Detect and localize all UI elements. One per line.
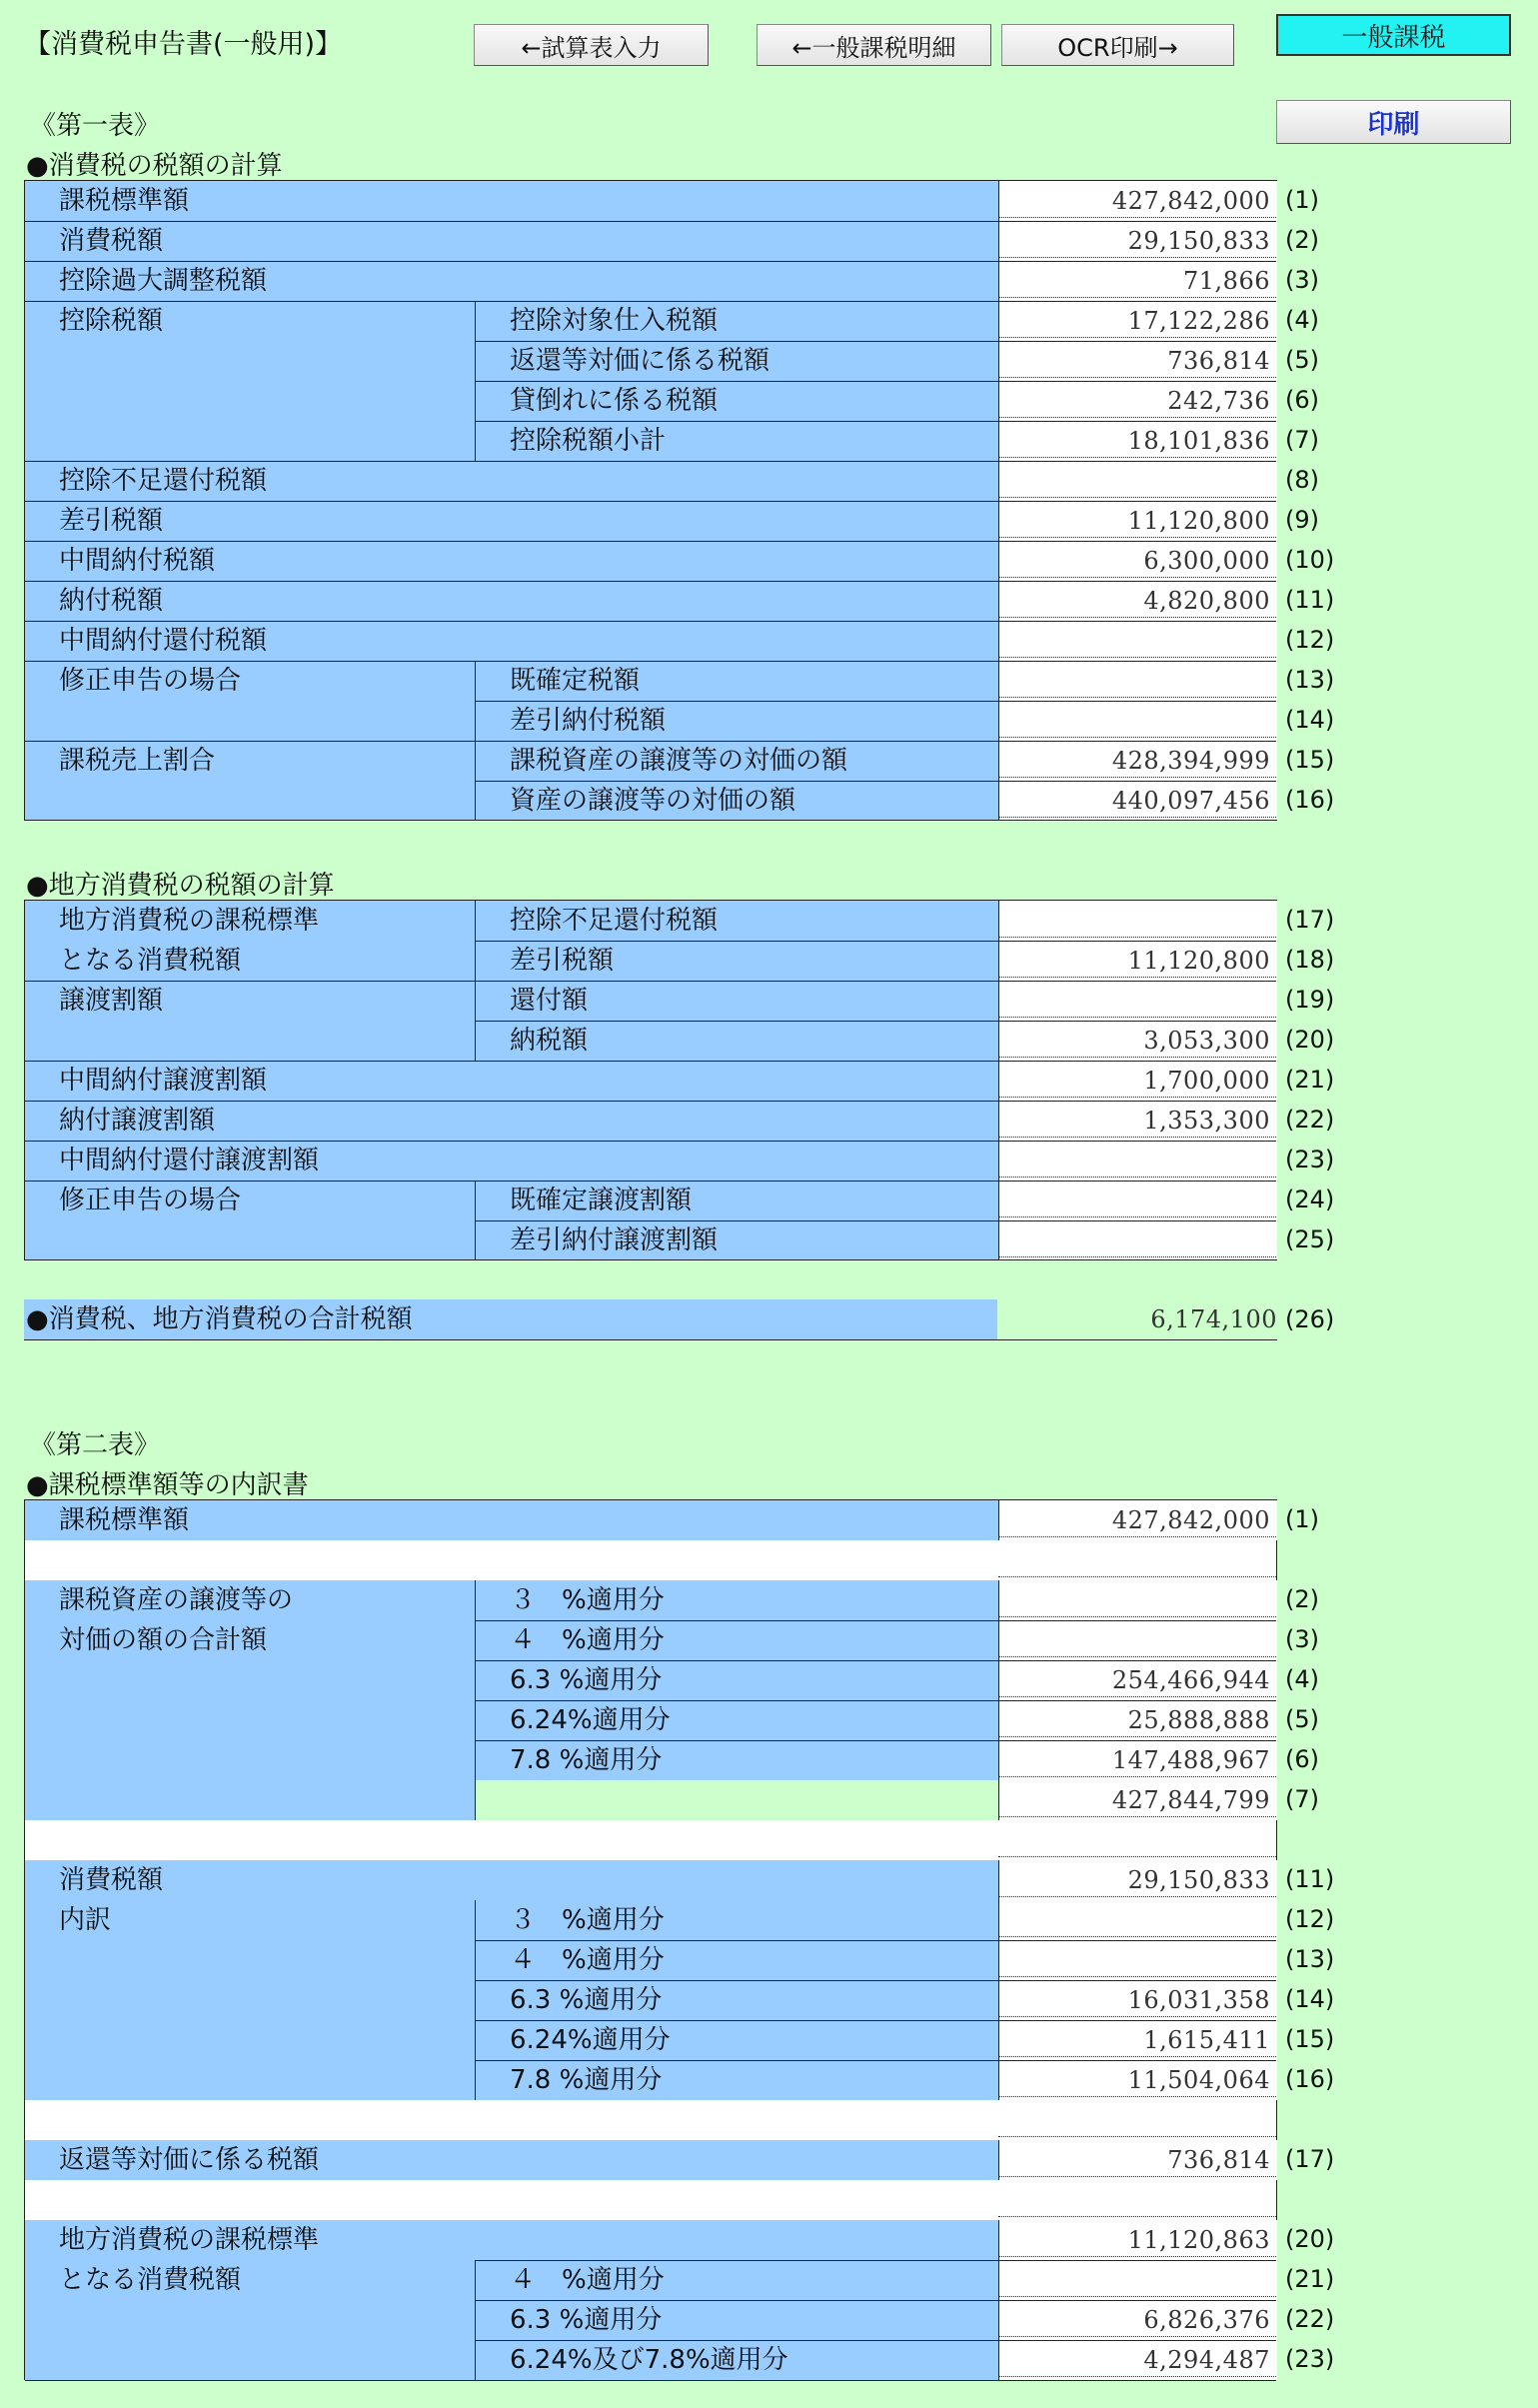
tax-calc-row-ref: (7)	[1285, 426, 1319, 454]
total-tax-ref: (26)	[1285, 1305, 1335, 1333]
tax-calc-row-label: 控除不足還付税額	[59, 466, 268, 496]
tax-calc-row-ref: (1)	[1285, 186, 1319, 214]
tax-calc-row-value[interactable]: 428,394,999	[1111, 747, 1270, 775]
tax-base-row-value[interactable]: 1,615,411	[1143, 2026, 1270, 2054]
table-local-consumption-tax-calc	[24, 900, 1277, 1260]
tax-base-row-label: 返還等対価に係る税額	[59, 2145, 320, 2175]
section-title-table2: 《第二表》	[30, 1430, 161, 1460]
tax-base-row-label: 消費税額	[59, 1865, 164, 1895]
trial-balance-input-button[interactable]: ←試算表入力	[474, 24, 709, 66]
tax-base-row-label: 対価の額の合計額	[59, 1625, 268, 1655]
tax-calc-row-ref: (2)	[1285, 226, 1319, 254]
local-tax-calc-row-label: 納付譲渡割額	[59, 1106, 216, 1136]
local-tax-calc-row-value[interactable]: 3,053,300	[1143, 1027, 1270, 1055]
tax-calc-row-label: 中間納付税額	[59, 546, 216, 576]
tax-calc-row-ref: (3)	[1285, 266, 1319, 294]
tax-base-row-ref: (17)	[1285, 2145, 1335, 2173]
local-tax-calc-row-sublabel: 既確定譲渡割額	[510, 1186, 693, 1215]
tax-base-row-sublabel: 6.3 %適用分	[510, 1985, 663, 2015]
tax-base-row-ref: (7)	[1285, 1785, 1319, 1813]
local-tax-calc-row-label: 譲渡割額	[59, 986, 164, 1016]
page-title: 【消費税申告書(一般用)】	[24, 29, 343, 60]
local-tax-calc-row-ref: (24)	[1285, 1186, 1335, 1213]
tax-base-row-sublabel: 6.3 %適用分	[510, 1665, 663, 1695]
local-tax-calc-row-label: となる消費税額	[59, 946, 242, 976]
tax-calc-row-label: 控除税額	[59, 306, 164, 336]
tax-base-row-value[interactable]: 6,826,376	[1143, 2306, 1270, 2334]
local-tax-calc-row-value[interactable]: 1,700,000	[1143, 1067, 1270, 1095]
tax-base-row-ref: (16)	[1285, 2065, 1335, 2093]
section-title-table1: 《第一表》	[30, 111, 161, 141]
tax-calc-row-sublabel: 差引納付税額	[510, 706, 667, 736]
tax-base-row-ref: (5)	[1285, 1705, 1319, 1733]
tax-base-row-ref: (12)	[1285, 1905, 1335, 1933]
tax-base-row-sublabel: 6.24%及び7.8%適用分	[510, 2345, 788, 2375]
tax-base-row-ref: (1)	[1285, 1505, 1319, 1533]
tax-calc-row-label: 課税売上割合	[59, 746, 216, 776]
tax-calc-row-sublabel: 課税資産の譲渡等の対価の額	[510, 746, 848, 776]
tax-base-row-ref: (22)	[1285, 2305, 1335, 2333]
tax-base-row-sublabel: 6.24%適用分	[510, 2025, 671, 2055]
local-tax-calc-row-ref: (18)	[1285, 946, 1335, 974]
tax-base-row-ref: (4)	[1285, 1665, 1319, 1693]
local-tax-calc-row-sublabel: 差引税額	[510, 946, 615, 976]
tax-base-row-sublabel: ４ %適用分	[510, 2265, 665, 2295]
tax-calc-row-ref: (15)	[1285, 746, 1335, 774]
tax-calc-row-value[interactable]: 6,300,000	[1143, 547, 1270, 575]
local-tax-calc-row-value[interactable]: 11,120,800	[1127, 947, 1270, 975]
tax-base-row-label: となる消費税額	[59, 2265, 242, 2295]
tax-base-row-ref: (14)	[1285, 1985, 1335, 2013]
tax-base-row-ref: (23)	[1285, 2345, 1335, 2373]
tax-calc-row-sublabel: 資産の譲渡等の対価の額	[510, 786, 796, 816]
tax-calc-row-ref: (9)	[1285, 506, 1319, 534]
general-tax-detail-button[interactable]: ←一般課税明細	[757, 24, 991, 66]
tax-calc-row-value[interactable]: 18,101,836	[1127, 427, 1270, 455]
tax-base-row-value[interactable]: 147,488,967	[1111, 1746, 1270, 1774]
tax-calc-row-sublabel: 控除対象仕入税額	[510, 306, 719, 336]
heading-consumption-tax-calc: ●消費税の税額の計算	[26, 151, 283, 181]
tax-base-row-ref: (15)	[1285, 2025, 1335, 2053]
local-tax-calc-row-sublabel: 納税額	[510, 1026, 589, 1056]
tax-base-row-value[interactable]: 427,842,000	[1111, 1506, 1270, 1534]
tax-base-row-ref: (13)	[1285, 1945, 1335, 1973]
tax-base-row-ref: (21)	[1285, 2265, 1335, 2293]
tax-calc-row-ref: (6)	[1285, 386, 1319, 414]
tax-base-row-sublabel: ４ %適用分	[510, 1945, 665, 1975]
tax-calc-row-ref: (5)	[1285, 346, 1319, 374]
tax-calc-row-ref: (12)	[1285, 626, 1335, 654]
tax-base-row-value[interactable]: 11,504,064	[1127, 2066, 1270, 2094]
print-button[interactable]: 印刷	[1276, 100, 1511, 144]
table-tax-base-breakdown	[24, 1499, 1277, 2380]
total-tax-label: ●消費税、地方消費税の合計税額	[26, 1304, 413, 1334]
tax-calc-row-sublabel: 既確定税額	[510, 666, 641, 696]
tax-base-row-sublabel: 7.8 %適用分	[510, 2065, 663, 2095]
tax-base-row-value[interactable]: 11,120,863	[1127, 2226, 1270, 2254]
tax-base-row-label: 地方消費税の課税標準	[59, 2225, 320, 2255]
tax-calc-row-value[interactable]: 17,122,286	[1127, 307, 1270, 335]
local-tax-calc-row-ref: (22)	[1285, 1106, 1335, 1134]
tax-calc-row-label: 納付税額	[59, 586, 164, 616]
tax-calc-row-value[interactable]: 736,814	[1167, 347, 1270, 375]
local-tax-calc-row-label: 中間納付譲渡割額	[59, 1066, 268, 1096]
tax-base-row-ref: (20)	[1285, 2225, 1335, 2253]
local-tax-calc-row-ref: (19)	[1285, 986, 1335, 1014]
tax-base-row-value[interactable]: 25,888,888	[1127, 1706, 1270, 1734]
tax-calc-row-value[interactable]: 242,736	[1167, 387, 1270, 415]
local-tax-calc-row-ref: (20)	[1285, 1026, 1335, 1054]
total-tax-row	[24, 1299, 1277, 1339]
tax-calc-row-ref: (16)	[1285, 786, 1335, 814]
tax-base-row-value[interactable]: 16,031,358	[1127, 1986, 1270, 2014]
local-tax-calc-row-ref: (21)	[1285, 1066, 1335, 1094]
heading-tax-base-breakdown: ●課税標準額等の内訳書	[26, 1470, 309, 1500]
local-tax-calc-row-ref: (17)	[1285, 906, 1335, 934]
tax-base-row-sublabel: 6.3 %適用分	[510, 2305, 663, 2335]
tax-base-row-label: 内訳	[59, 1905, 112, 1935]
tax-base-row-ref: (11)	[1285, 1865, 1335, 1893]
tax-base-row-label: 課税標準額	[59, 1505, 190, 1535]
tax-base-row-ref: (3)	[1285, 1625, 1319, 1653]
tax-base-row-sublabel: ３ %適用分	[510, 1905, 665, 1935]
tax-base-row-label: 課税資産の譲渡等の	[59, 1585, 294, 1615]
tax-calc-row-sublabel: 返還等対価に係る税額	[510, 346, 770, 376]
tax-calc-row-value[interactable]: 440,097,456	[1111, 787, 1270, 815]
tax-base-row-sublabel: 7.8 %適用分	[510, 1745, 663, 1775]
tax-calc-row-label: 課税標準額	[59, 186, 190, 216]
tax-base-row-value[interactable]: 4,294,487	[1143, 2346, 1270, 2374]
tax-calc-row-label: 中間納付還付税額	[59, 626, 268, 656]
tax-calc-row-ref: (11)	[1285, 586, 1335, 614]
tax-calc-row-value[interactable]: 71,866	[1183, 267, 1270, 295]
tax-calc-row-label: 修正申告の場合	[59, 666, 242, 696]
tax-calc-row-ref: (8)	[1285, 466, 1319, 494]
local-tax-calc-row-sublabel: 還付額	[510, 986, 589, 1016]
tax-base-row-value[interactable]: 29,150,833	[1127, 1866, 1270, 1894]
general-taxation-mode-button[interactable]: 一般課税	[1276, 14, 1511, 56]
tax-calc-row-value[interactable]: 29,150,833	[1127, 227, 1270, 255]
local-tax-calc-row-sublabel: 差引納付譲渡割額	[510, 1225, 719, 1255]
local-tax-calc-row-label: 中間納付還付譲渡割額	[59, 1146, 320, 1176]
tax-calc-row-value[interactable]: 4,820,800	[1143, 587, 1270, 615]
local-tax-calc-row-ref: (25)	[1285, 1225, 1335, 1253]
tax-calc-row-label: 差引税額	[59, 506, 164, 536]
tax-calc-row-label: 控除過大調整税額	[59, 266, 268, 296]
tax-calc-row-ref: (14)	[1285, 706, 1335, 734]
local-tax-calc-row-label: 修正申告の場合	[59, 1186, 242, 1215]
tax-calc-row-value[interactable]: 11,120,800	[1127, 507, 1270, 535]
tax-calc-row-ref: (13)	[1285, 666, 1335, 694]
tax-calc-row-label: 消費税額	[59, 226, 164, 256]
tax-calc-row-value[interactable]: 427,842,000	[1111, 187, 1270, 215]
tax-calc-row-sublabel: 控除税額小計	[510, 426, 667, 456]
local-tax-calc-row-label: 地方消費税の課税標準	[59, 906, 320, 936]
local-tax-calc-row-value[interactable]: 1,353,300	[1143, 1107, 1270, 1135]
tax-base-row-value[interactable]: 427,844,799	[1111, 1786, 1270, 1814]
total-tax-value: 6,174,100	[1150, 1305, 1277, 1333]
table-consumption-tax-calc	[24, 180, 1277, 821]
tax-base-row-value[interactable]: 254,466,944	[1111, 1666, 1270, 1694]
tax-base-row-ref: (2)	[1285, 1585, 1319, 1613]
tax-calc-row-ref: (10)	[1285, 546, 1335, 574]
heading-local-consumption-tax-calc: ●地方消費税の税額の計算	[26, 871, 335, 901]
local-tax-calc-row-sublabel: 控除不足還付税額	[510, 906, 719, 936]
local-tax-calc-row-ref: (23)	[1285, 1146, 1335, 1174]
tax-base-row-sublabel: ３ %適用分	[510, 1585, 665, 1615]
tax-base-row-ref: (6)	[1285, 1745, 1319, 1773]
tax-base-row-value[interactable]: 736,814	[1167, 2146, 1270, 2174]
tax-calc-row-ref: (4)	[1285, 306, 1319, 334]
tax-base-row-sublabel: 6.24%適用分	[510, 1705, 671, 1735]
tax-base-row-sublabel: ４ %適用分	[510, 1625, 665, 1655]
ocr-print-button[interactable]: OCR印刷→	[1001, 24, 1234, 66]
tax-calc-row-sublabel: 貸倒れに係る税額	[510, 386, 719, 416]
